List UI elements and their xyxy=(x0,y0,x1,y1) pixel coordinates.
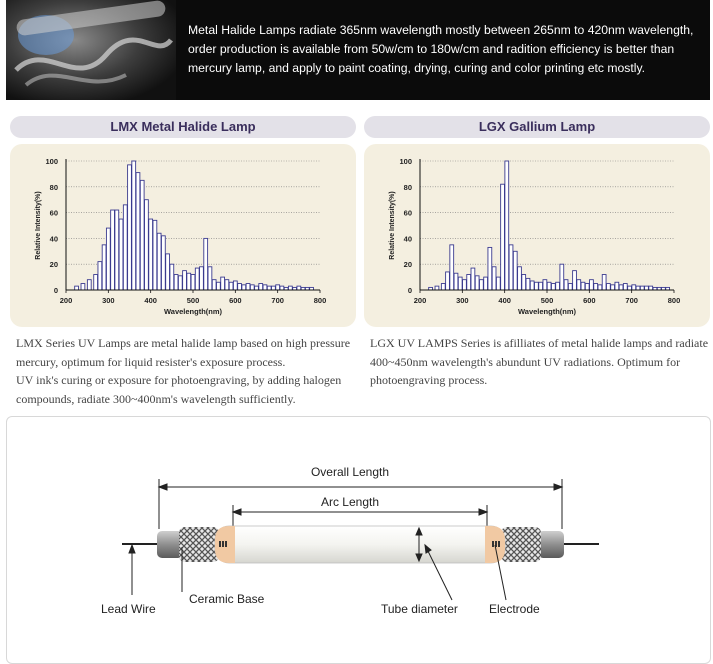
lgx-bar xyxy=(488,247,492,290)
arc-length-label: Arc Length xyxy=(320,495,380,509)
lmx-bar xyxy=(149,219,153,290)
lmx-bar xyxy=(191,275,195,290)
lmx-bar xyxy=(216,282,220,290)
lmx-bar xyxy=(87,280,91,290)
lmx-bar xyxy=(157,233,161,290)
ceramic-base-label: Ceramic Base xyxy=(189,592,265,606)
lgx-chart-box xyxy=(364,144,710,327)
lmx-title: LMX Metal Halide Lamp xyxy=(10,116,356,138)
lamp-photo xyxy=(6,0,176,100)
lmx-ylabel: Relative Intensity(%) xyxy=(35,191,42,260)
lgx-xtick-label: 500 xyxy=(540,296,554,305)
lgx-bar xyxy=(649,286,653,290)
lmx-bar xyxy=(170,264,174,290)
lgx-bar xyxy=(492,267,496,290)
lmx-ytick-label: 40 xyxy=(49,234,58,244)
lmx-xtick-label: 200 xyxy=(59,296,73,305)
lgx-bar xyxy=(556,282,560,290)
lgx-bar xyxy=(505,161,509,290)
lgx-xtick-label: 700 xyxy=(625,296,638,305)
lgx-xtick-label: 200 xyxy=(413,296,427,305)
lgx-bar xyxy=(568,284,572,290)
banner-line-1: Metal Halide Lamps radiate 365nm wavelength mostly between 265nm to 420nm wavelength, xyxy=(188,23,694,37)
lmx-bar xyxy=(255,286,259,290)
lmx-bar xyxy=(250,285,254,290)
lgx-desc-line-2: 400~450nm wavelength's abundunt UV radiations. Optimum for xyxy=(370,354,681,369)
lgx-bar xyxy=(632,285,636,290)
lmx-panel-header xyxy=(10,116,356,138)
lgx-desc-line-1: LGX UV LAMPS Series is afilliates of metal halide lamps and radiate xyxy=(370,336,709,350)
lgx-bar xyxy=(450,245,454,290)
lmx-chart xyxy=(10,144,356,327)
lmx-bar xyxy=(187,273,191,290)
lamp-photo-art xyxy=(6,0,176,100)
lmx-bar xyxy=(128,165,132,290)
lmx-bar xyxy=(263,285,267,290)
lmx-chart-box xyxy=(10,144,356,327)
lamp-diagram xyxy=(6,416,711,664)
lmx-bar xyxy=(81,284,85,290)
lgx-bar xyxy=(564,280,568,290)
lmx-ytick-label: 60 xyxy=(49,208,58,218)
lmx-bar xyxy=(123,205,127,290)
lgx-bar xyxy=(526,278,530,290)
lgx-bar xyxy=(573,271,577,290)
lmx-description xyxy=(16,334,361,408)
lmx-bar xyxy=(297,286,301,290)
lmx-xtick-label: 800 xyxy=(313,296,327,305)
lgx-ytick-label: 60 xyxy=(403,208,412,218)
lgx-bar xyxy=(543,280,547,290)
lmx-bar xyxy=(280,286,284,290)
lgx-bar xyxy=(619,285,623,290)
lmx-xtick-label: 300 xyxy=(102,296,115,305)
lmx-bar xyxy=(174,275,178,290)
banner-line-2: order production is available from 50w/cm to 180w/cm and radition efficiency is better than xyxy=(188,42,675,56)
lgx-xtick-label: 400 xyxy=(498,296,511,305)
lmx-xtick-label: 500 xyxy=(186,296,200,305)
lgx-bar xyxy=(585,284,589,290)
lmx-desc-line-1: LMX Series UV Lamps are metal halide lamp based on high pressure xyxy=(16,336,351,350)
lgx-ytick-label: 20 xyxy=(403,260,412,270)
lgx-bar xyxy=(560,264,564,290)
lgx-desc-line-3: photoengraving process. xyxy=(370,373,488,387)
lgx-bar xyxy=(446,272,450,290)
lmx-bar xyxy=(145,200,149,290)
lmx-bar xyxy=(246,284,250,290)
lmx-bar xyxy=(161,236,165,290)
lmx-bar xyxy=(242,285,246,290)
lgx-bar xyxy=(590,280,594,290)
lmx-bar xyxy=(140,180,144,290)
lmx-bar xyxy=(106,228,110,290)
lmx-bar xyxy=(153,220,157,290)
electrode-coil-right xyxy=(492,541,500,547)
banner-line-3: mercury lamp, and apply to paint coating, drying, curing and color printing etc mostly. xyxy=(188,61,646,75)
lgx-description xyxy=(370,334,710,390)
lmx-bar xyxy=(238,284,242,290)
lgx-panel-header xyxy=(364,116,710,138)
lmx-xtick-label: 700 xyxy=(271,296,284,305)
lmx-bar xyxy=(221,277,225,290)
lgx-bar xyxy=(606,284,610,290)
lgx-title: LGX Gallium Lamp xyxy=(364,116,710,138)
lmx-bar xyxy=(212,280,216,290)
lmx-bar xyxy=(136,173,140,290)
lead-wire-label: Lead Wire xyxy=(101,602,156,616)
lmx-bar xyxy=(233,281,237,290)
lmx-bar xyxy=(94,275,98,290)
lgx-bar xyxy=(581,282,585,290)
lmx-bar xyxy=(166,254,170,290)
lgx-bar xyxy=(577,280,581,290)
lmx-bar xyxy=(208,267,212,290)
lgx-bar xyxy=(509,245,513,290)
lmx-bar xyxy=(132,161,136,290)
lmx-ytick-label: 80 xyxy=(49,182,58,192)
lgx-bar xyxy=(594,284,598,290)
lgx-bar xyxy=(640,286,644,290)
lgx-chart xyxy=(364,144,710,327)
lgx-bar xyxy=(645,286,649,290)
lgx-bar xyxy=(441,284,445,290)
lmx-bar xyxy=(195,268,199,290)
lmx-bar xyxy=(288,286,292,290)
lgx-bar xyxy=(471,268,475,290)
lgx-ylabel: Relative Intensity(%) xyxy=(389,191,396,260)
lmx-desc-line-3: UV ink's curing or exposure for photoengraving, by adding halogen xyxy=(16,373,342,387)
lgx-bar xyxy=(535,282,539,290)
lgx-bar xyxy=(628,286,632,290)
electrode-coil-left xyxy=(219,541,227,547)
lmx-desc-line-4: compounds, radiate 300~400nm's wavelength sufficiently. xyxy=(16,391,296,406)
electrode-label: Electrode xyxy=(489,602,540,616)
lmx-bar xyxy=(98,262,102,290)
lmx-bar xyxy=(259,284,263,290)
lgx-ytick-label: 0 xyxy=(407,286,412,295)
metal-base-right xyxy=(538,531,564,558)
quartz-tube xyxy=(215,526,505,563)
lgx-bar xyxy=(458,277,462,290)
lgx-ytick-label: 100 xyxy=(399,157,412,166)
lgx-xtick-label: 300 xyxy=(456,296,469,305)
lgx-ytick-label: 80 xyxy=(403,182,412,192)
lmx-bar xyxy=(102,245,106,290)
banner xyxy=(6,0,710,100)
lmx-bar xyxy=(272,286,276,290)
lgx-bar xyxy=(615,282,619,290)
lmx-bar xyxy=(276,285,280,290)
lmx-xtick-label: 400 xyxy=(144,296,157,305)
banner-text xyxy=(188,21,703,78)
lmx-bar xyxy=(204,238,208,290)
lgx-bar xyxy=(518,267,522,290)
lmx-bar xyxy=(200,267,204,290)
lmx-bar xyxy=(229,282,233,290)
lgx-bar xyxy=(547,282,551,290)
lgx-bar xyxy=(551,284,555,290)
lmx-bar xyxy=(178,276,182,290)
lgx-bar xyxy=(501,184,505,290)
lgx-xtick-label: 600 xyxy=(583,296,596,305)
lgx-bar xyxy=(598,285,602,290)
overall-length-label: Overall Length xyxy=(310,465,390,479)
lmx-xlabel: Wavelength(nm) xyxy=(163,307,223,316)
lgx-bar xyxy=(435,286,439,290)
lgx-bar xyxy=(539,282,543,290)
lgx-xlabel: Wavelength(nm) xyxy=(517,307,577,316)
ceramic-base-right xyxy=(501,527,541,562)
lgx-bar xyxy=(611,285,615,290)
lgx-bar xyxy=(484,277,488,290)
lgx-bar xyxy=(475,276,479,290)
lgx-bar xyxy=(454,273,458,290)
lmx-bar xyxy=(225,280,229,290)
lgx-bar xyxy=(463,280,467,290)
lmx-ytick-label: 20 xyxy=(49,260,58,270)
lgx-bar xyxy=(602,275,606,290)
lmx-bar xyxy=(115,210,119,290)
lgx-xtick-label: 800 xyxy=(667,296,681,305)
lmx-bar xyxy=(119,219,123,290)
lmx-xtick-label: 600 xyxy=(229,296,242,305)
lgx-bar xyxy=(623,284,627,290)
lmx-ytick-label: 100 xyxy=(45,157,58,166)
lgx-bar xyxy=(479,280,483,290)
lmx-bar xyxy=(267,286,271,290)
lgx-bar xyxy=(467,275,471,290)
lgx-bar xyxy=(522,275,526,290)
lmx-desc-line-2: mercury, optimum for liquid resister's exposure process. xyxy=(16,354,286,369)
lamp-diagram-svg xyxy=(7,417,710,663)
lmx-bar xyxy=(111,210,115,290)
lgx-bar xyxy=(530,281,534,290)
lgx-bar xyxy=(636,286,640,290)
lmx-bar xyxy=(183,271,187,290)
lgx-bar xyxy=(496,277,500,290)
lgx-bar xyxy=(513,251,517,290)
tube-diameter-label: Tube diameter xyxy=(381,602,458,616)
lgx-ytick-label: 40 xyxy=(403,234,412,244)
ceramic-base-left xyxy=(179,527,219,562)
lmx-bar xyxy=(75,286,79,290)
lmx-ytick-label: 0 xyxy=(53,286,58,295)
